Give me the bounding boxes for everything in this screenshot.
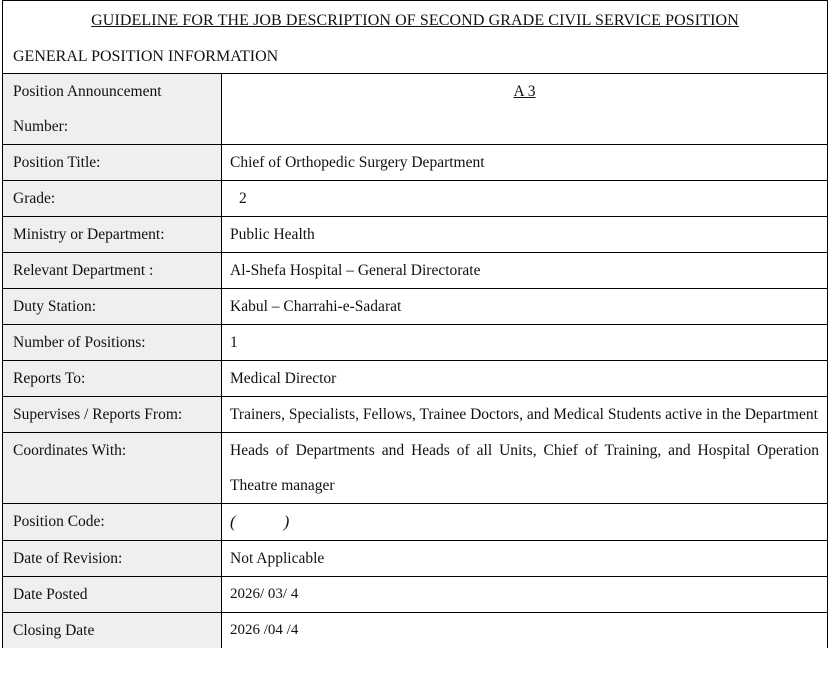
grade-value: 2 (239, 190, 247, 207)
table-row (3, 74, 827, 145)
num-positions-value: 1 (222, 325, 828, 361)
revision-value: Not Applicable (222, 541, 828, 577)
revision-label: Date of Revision: (3, 541, 222, 577)
position-title-label: Position Title: (3, 145, 222, 181)
announcement-label-line2: Number: (13, 118, 69, 135)
coordinates-label: Coordinates With: (3, 433, 222, 504)
position-code-close-paren: ) (283, 512, 290, 531)
relevant-department-value: Al-Shefa Hospital – General Directorate (222, 253, 828, 289)
closing-date-value: 2026 /04 /4 (222, 613, 828, 649)
position-info-table (3, 74, 827, 648)
position-code-label: Position Code: (3, 504, 222, 541)
table-row (3, 541, 827, 577)
supervises-label: Supervises / Reports From: (3, 397, 222, 433)
job-description-document (2, 0, 828, 648)
grade-cell (222, 181, 828, 217)
table-row (3, 433, 827, 504)
date-posted-value: 2026/ 03/ 4 (222, 577, 828, 613)
grade-label: Grade: (3, 181, 222, 217)
announcement-value (222, 74, 828, 145)
table-row (3, 325, 827, 361)
table-row (3, 504, 827, 541)
reports-to-label: Reports To: (3, 361, 222, 397)
table-row (3, 361, 827, 397)
coordinates-value: Heads of Departments and Heads of all Units, Chief of Training, and Hospital Operation Theatre manager (222, 433, 828, 504)
duty-station-label: Duty Station: (3, 289, 222, 325)
ministry-value: Public Health (222, 217, 828, 253)
table-row (3, 397, 827, 433)
table-row (3, 289, 827, 325)
position-code-value (222, 504, 828, 541)
position-code-open-paren: ( (230, 512, 236, 531)
announcement-number: A 3 (513, 83, 536, 100)
table-row (3, 577, 827, 613)
duty-station-value: Kabul – Charrahi-e-Sadarat (222, 289, 828, 325)
table-row (3, 613, 827, 649)
supervises-value: Trainers, Specialists, Fellows, Trainee Doctors, and Medical Students active in the Department (222, 397, 828, 433)
table-row (3, 145, 827, 181)
date-posted-label: Date Posted (3, 577, 222, 613)
table-row (3, 181, 827, 217)
reports-to-value: Medical Director (222, 361, 828, 397)
relevant-department-label: Relevant Department : (3, 253, 222, 289)
num-positions-label: Number of Positions: (3, 325, 222, 361)
table-row (3, 217, 827, 253)
position-title-value: Chief of Orthopedic Surgery Department (222, 145, 828, 181)
table-row (3, 253, 827, 289)
ministry-label: Ministry or Department: (3, 217, 222, 253)
section-title: GENERAL POSITION INFORMATION (3, 37, 827, 74)
document-title: GUIDELINE FOR THE JOB DESCRIPTION OF SECOND GRADE CIVIL SERVICE POSITION (91, 12, 739, 29)
closing-date-label: Closing Date (3, 613, 222, 649)
announcement-label-line1: Position Announcement (13, 83, 162, 100)
announcement-label (3, 74, 222, 145)
